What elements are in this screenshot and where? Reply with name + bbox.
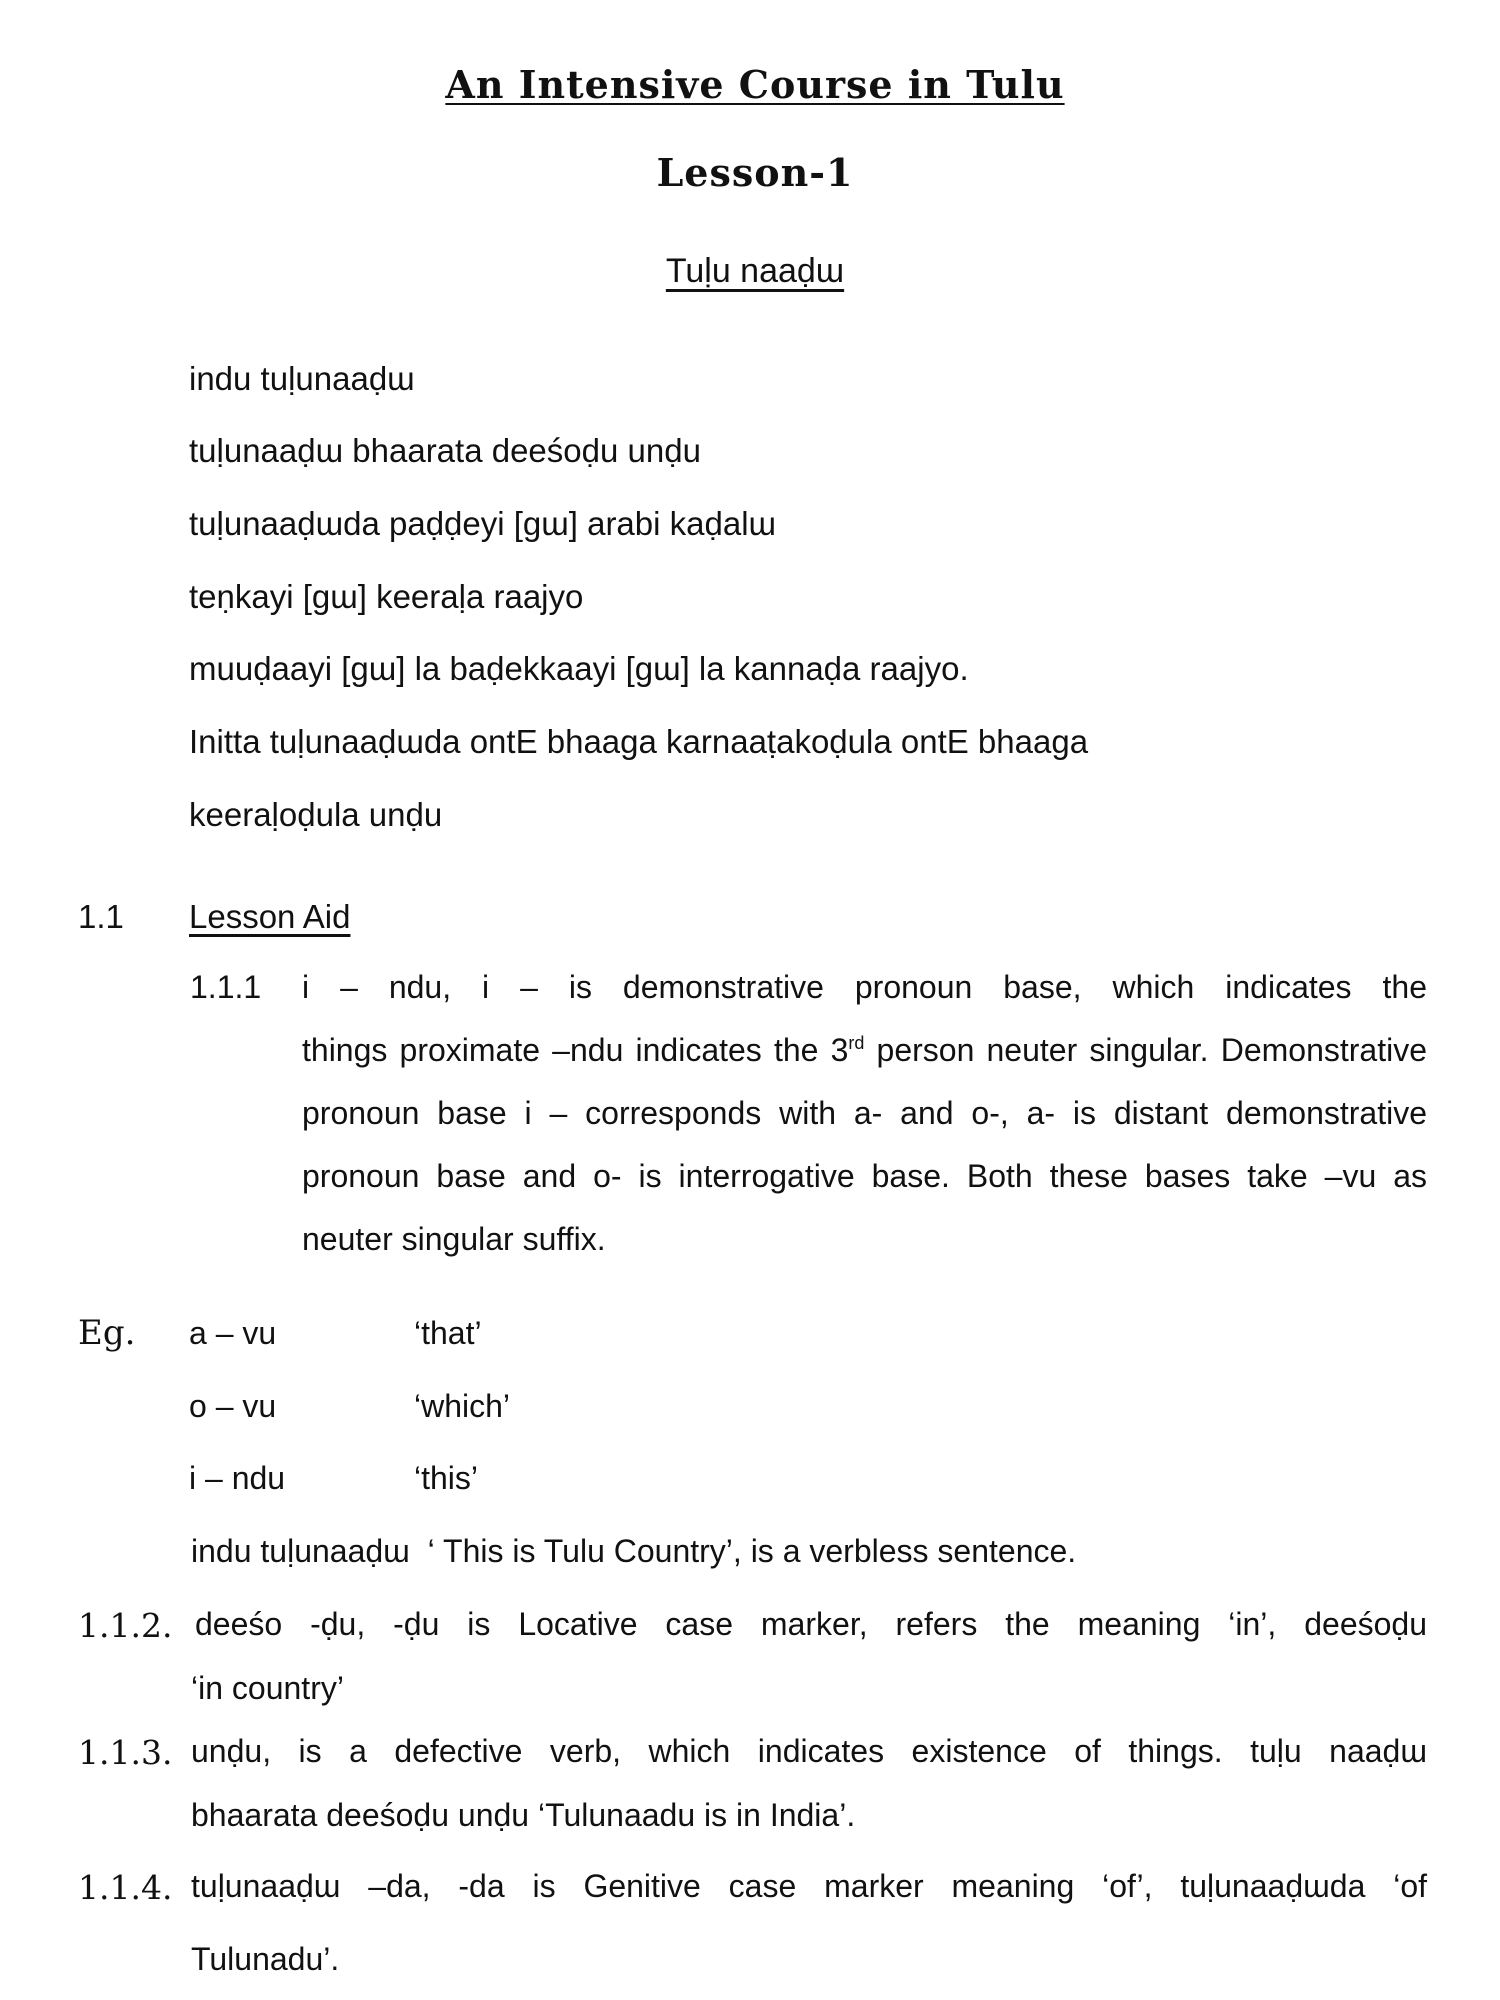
example-form: o – vu — [189, 1388, 277, 1424]
example-sentence-text: ‘ This is Tulu Country’, is a verbless sentence. — [427, 1533, 1077, 1569]
passage-line: tuḷunaaḍɯ bhaarata deeśoḍu unḍu — [189, 432, 701, 469]
item-text: person neuter singular. Demonstrative pronoun base i – corresponds with a- and o-, a- is distant demonstrative pronoun base and o- is interrogative base. Both these bases take –vu as neuter singular suffix. — [302, 1032, 1427, 1257]
example-form: a – vu — [189, 1315, 277, 1351]
passage-line: Initta tuḷunaaḍɯda ontE bhaaga karnaaṭakoḍula ontE bhaaga — [189, 723, 1089, 760]
item-1-1-1-first-line — [302, 956, 1427, 1019]
example-form: i – ndu — [189, 1460, 286, 1496]
example-gloss: ‘that’ — [414, 1315, 482, 1351]
list-item-line: tuḷunaaḍɯ –da, -da is Genitive case marker meaning ‘of’, tuḷunaaḍɯda ‘of — [191, 1868, 1427, 1904]
lesson-subtitle: Tuḷu naaḍɯ — [665, 252, 845, 290]
list-item-line: unḍu, is a defective verb, which indicates existence of things. tuḷu naaḍɯ — [191, 1733, 1427, 1769]
list-item-line: bhaarata deeśoḍu unḍu ‘Tulunaadu is in India’. — [191, 1797, 856, 1833]
item-text: i – ndu, i – is demonstrative pronoun base, which indicates the — [302, 969, 1427, 1005]
lesson-heading: Lesson-1 — [656, 150, 854, 195]
list-item-number — [78, 1868, 172, 1907]
item-text: things proximate –ndu indicates the 3 — [302, 1032, 849, 1068]
list-item-line: deeśo -ḍu, -ḍu is Locative case marker, refers the meaning ‘in’, deeśoḍu — [195, 1606, 1427, 1642]
example-gloss: ‘which’ — [414, 1388, 511, 1424]
example-sentence-form: indu tuḷunaaḍɯ — [191, 1533, 410, 1569]
passage-line: keeraḷoḍula unḍu — [189, 796, 443, 833]
item-number: 1.1.1 — [190, 969, 262, 1005]
example-gloss: ‘this’ — [414, 1460, 479, 1496]
item-number: 1.1.4. — [78, 1868, 173, 1907]
item-number: 1.1.2. — [78, 1606, 173, 1645]
passage-line: teṇkayi [gɯ] keeraḷa raajyo — [189, 578, 584, 615]
ordinal-suffix: rd — [848, 1033, 865, 1053]
passage-line: muuḍaayi [gɯ] la baḍekkaayi [gɯ] la kannaḍa raajyo. — [189, 650, 969, 687]
section-title: Lesson Aid — [189, 898, 351, 935]
item-number: 1.1.3. — [78, 1733, 173, 1772]
examples-label: Eg. — [78, 1313, 136, 1353]
section-number: 1.1 — [78, 898, 124, 935]
list-item-number — [78, 1606, 172, 1645]
item-1-1-1-body — [302, 1019, 1427, 1271]
document-title: An Intensive Course in Tulu — [445, 62, 1065, 107]
passage-line: indu tuḷunaaḍɯ — [189, 360, 415, 397]
list-item-line: Tulunadu’. — [191, 1941, 340, 1977]
list-item-number — [78, 1733, 172, 1772]
example-sentence — [191, 1533, 1076, 1570]
passage-line: tuḷunaaḍɯda paḍḍeyi [gɯ] arabi kaḍalɯ — [189, 505, 777, 542]
list-item-line: ‘in country’ — [191, 1670, 344, 1706]
